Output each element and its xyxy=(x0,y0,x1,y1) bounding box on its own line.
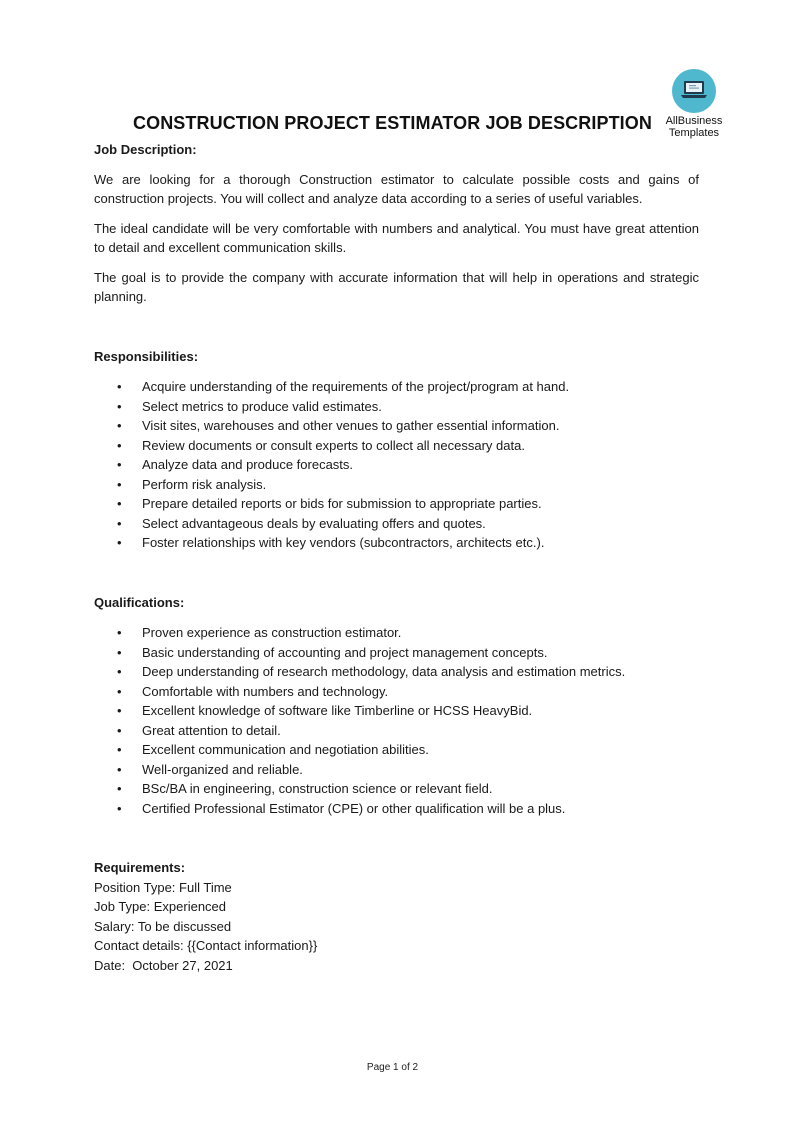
document-body xyxy=(94,140,699,975)
list-item xyxy=(94,779,699,799)
bullet-icon: • xyxy=(117,703,122,718)
bullet-icon: • xyxy=(117,379,122,394)
job-description-paragraph-1: We are looking for a thorough Construction estimator to calculate possible costs and gains of construction projects. You will collect and analyze data according to a series of useful variables. xyxy=(94,171,699,206)
list-item xyxy=(94,475,699,495)
logo-text-line1: AllBusiness xyxy=(665,115,723,127)
job-description-paragraph-3: The goal is to provide the company with accurate information that will help in operations and strategic planning. xyxy=(94,269,699,304)
bullet-icon: • xyxy=(117,781,122,796)
bullet-icon: • xyxy=(117,644,122,660)
list-item-text: Excellent communication and negotiation abilities. xyxy=(142,742,429,757)
bullet-icon: • xyxy=(117,496,122,511)
bullet-icon: • xyxy=(117,761,122,777)
list-item-text: Great attention to detail. xyxy=(142,722,281,738)
list-item xyxy=(94,662,699,682)
job-type: Job Type: Experienced xyxy=(94,899,227,914)
list-item-text: Prepare detailed reports or bids for submission to appropriate parties. xyxy=(142,496,542,511)
list-item xyxy=(94,760,699,780)
job-description-paragraph-2: The ideal candidate will be very comfortable with numbers and analytical. You must have great attention to detail and excellent communication skills. xyxy=(94,220,699,255)
list-item-text: Visit sites, warehouses and other venues to gather essential information. xyxy=(142,418,560,433)
list-item xyxy=(94,643,699,663)
list-item xyxy=(94,701,699,721)
job-description-heading: Job Description: xyxy=(94,142,197,157)
list-item xyxy=(94,436,699,456)
contact-details: Contact details: {{Contact information}} xyxy=(94,938,318,953)
document-title: CONSTRUCTION PROJECT ESTIMATOR JOB DESCRIPTION xyxy=(133,113,652,133)
salary: Salary: To be discussed xyxy=(94,918,232,934)
list-item xyxy=(94,799,699,819)
list-item-text: Perform risk analysis. xyxy=(142,476,267,492)
list-item-text: Acquire understanding of the requirements of the project/program at hand. xyxy=(142,379,570,394)
list-item-text: Select metrics to produce valid estimates. xyxy=(142,398,382,414)
list-item xyxy=(94,740,699,760)
laptop-icon xyxy=(672,69,716,113)
bullet-icon: • xyxy=(117,418,122,433)
bullet-icon: • xyxy=(117,625,122,640)
list-item-text: Review documents or consult experts to collect all necessary data. xyxy=(142,437,525,453)
bullet-icon: • xyxy=(117,722,122,738)
bullet-icon: • xyxy=(117,515,122,531)
list-item xyxy=(94,682,699,702)
list-item xyxy=(94,494,699,514)
bullet-icon: • xyxy=(117,742,122,757)
bullet-icon: • xyxy=(117,476,122,492)
position-type: Position Type: Full Time xyxy=(94,879,232,895)
list-item-text: Certified Professional Estimator (CPE) or other qualification will be a plus. xyxy=(142,800,566,816)
list-item-text: Deep understanding of research methodology, data analysis and estimation metrics. xyxy=(142,664,626,679)
bullet-icon: • xyxy=(117,437,122,453)
bullet-icon: • xyxy=(117,664,122,679)
list-item-text: Comfortable with numbers and technology. xyxy=(142,683,389,699)
list-item-text: Analyze data and produce forecasts. xyxy=(142,457,354,472)
bullet-icon: • xyxy=(117,800,122,816)
list-item-text: BSc/BA in engineering, construction science or relevant field. xyxy=(142,781,493,796)
bullet-icon: • xyxy=(117,683,122,699)
requirements-heading: Requirements: xyxy=(94,860,186,875)
list-item-text: Foster relationships with key vendors (subcontractors, architects etc.). xyxy=(142,535,545,550)
list-item-text: Well-organized and reliable. xyxy=(142,761,303,777)
qualifications-heading: Qualifications: xyxy=(94,594,185,610)
list-item xyxy=(94,455,699,475)
page-number: Page 1 of 2 xyxy=(366,1062,419,1073)
list-item xyxy=(94,623,699,643)
list-item xyxy=(94,514,699,534)
list-item-text: Proven experience as construction estimator. xyxy=(142,625,402,640)
bullet-icon: • xyxy=(117,457,122,472)
list-item xyxy=(94,416,699,436)
responsibilities-list xyxy=(94,377,699,553)
list-item-text: Select advantageous deals by evaluating offers and quotes. xyxy=(142,515,486,531)
list-item xyxy=(94,377,699,397)
list-item-text: Basic understanding of accounting and project management concepts. xyxy=(142,644,548,660)
list-item-text: Excellent knowledge of software like Timberline or HCSS HeavyBid. xyxy=(142,703,533,718)
list-item xyxy=(94,397,699,417)
responsibilities-heading: Responsibilities: xyxy=(94,348,199,364)
qualifications-list xyxy=(94,623,699,818)
date: Date: October 27, 2021 xyxy=(94,957,233,973)
bullet-icon: • xyxy=(117,535,122,550)
list-item xyxy=(94,533,699,553)
bullet-icon: • xyxy=(117,398,122,414)
logo-text-line2: Templates xyxy=(668,127,720,139)
list-item xyxy=(94,721,699,741)
